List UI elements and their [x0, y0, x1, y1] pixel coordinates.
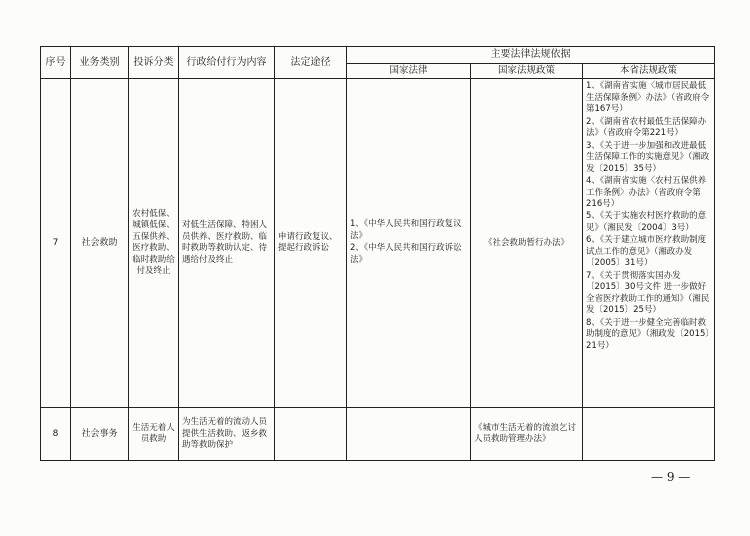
row-complaint-type: 农村低保、城镇低保、五保供养、医疗救助、临时救助给付及终止	[129, 79, 179, 408]
row-national-reg: 《社会救助暂行办法》	[471, 79, 583, 408]
list-item: 2、《中华人民共和国行政诉讼法》	[350, 243, 462, 265]
row-complaint-type: 生活无着人员救助	[129, 408, 179, 461]
row-national-reg: 《城市生活无着的流浪乞讨人员救助管理办法》	[471, 408, 583, 461]
row-national-law	[347, 408, 471, 461]
row-national-law	[347, 79, 471, 408]
row-admin-act: 对低生活保障、特困人员供养、医疗救助、临时救助等救助认定、待遇给付及终止	[179, 79, 275, 408]
row-provincial-reg	[583, 408, 715, 461]
regulation-table	[40, 46, 715, 461]
list-item: 8、《关于进一步健全完善临时救助制度的意见》（湘政发〔2015〕21号）	[586, 317, 710, 351]
list-item: 6、《关于建立城市医疗救助制度试点工作的意见》（湘政办发〔2005〕31号）	[586, 235, 707, 269]
row-legal-channel	[275, 408, 347, 461]
header-national-law: 国家法律	[347, 63, 471, 79]
list-item: 7、《关于贯彻落实国办发〔2015〕30号文件 进一步做好全省医疗救助工作的通知》（湘民发〔2015〕25号）	[586, 270, 710, 316]
row-seq: 8	[41, 408, 71, 461]
row-business-type: 社会事务	[71, 408, 129, 461]
header-complaint-type: 投诉分类	[129, 47, 179, 79]
row-admin-act: 为生活无着的流动人员提供生活救助、返乡救助等救助保护	[179, 408, 275, 461]
list-item: 3、《关于进一步加强和改进最低生活保障工作的实施意见》（湘政发〔2015〕35号）	[586, 140, 710, 174]
list-item: 5、《关于实施农村医疗救助的意见》（湘民发〔2004〕3号）	[586, 211, 707, 233]
header-seq: 序号	[41, 47, 71, 79]
list-item: 1、《湖南省实施〈城市居民最低生活保障条例〉办法》（省政府令第167号）	[586, 81, 710, 115]
header-legal-channel: 法定途径	[275, 47, 347, 79]
page-number: — 9 —	[651, 470, 691, 484]
header-national-reg: 国家法规政策	[471, 63, 583, 79]
list-item: 1、《中华人民共和国行政复议法》	[350, 219, 462, 241]
row-provincial-reg	[583, 79, 715, 408]
header-row	[41, 47, 715, 64]
header-admin-act: 行政给付行为内容	[179, 47, 275, 79]
header-business-type: 业务类别	[71, 47, 129, 79]
table-row	[41, 408, 715, 461]
row-business-type: 社会救助	[71, 79, 129, 408]
row-legal-channel: 申请行政复议、提起行政诉讼	[275, 79, 347, 408]
header-basis-group: 主要法律法规依据	[347, 47, 715, 64]
table-row	[41, 79, 715, 408]
row-seq: 7	[41, 79, 71, 408]
header-provincial-reg: 本省法规政策	[583, 63, 715, 79]
list-item: 2、《湖南省农村最低生活保障办法》（省政府令第221号）	[586, 116, 707, 139]
list-item: 4、《湖南省实施〈农村五保供养工作条例〉办法》（省政府令第216号）	[586, 176, 707, 209]
